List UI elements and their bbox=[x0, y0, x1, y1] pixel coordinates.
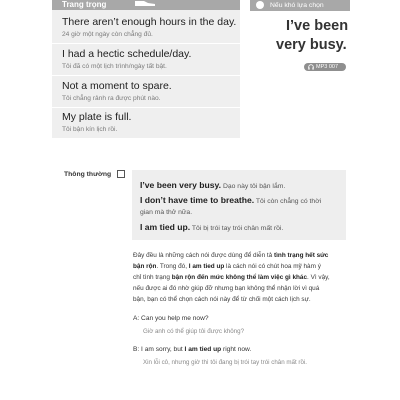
phrase-vi: Tôi bận kín lịch rồi. bbox=[62, 126, 118, 133]
dialog-b-en bbox=[133, 346, 251, 353]
casual-vi: Tôi còn chẳng có thời bbox=[255, 198, 322, 205]
casual-label: Thông thường bbox=[64, 171, 112, 178]
casual-vi: Dạo này tôi bận lắm. bbox=[222, 183, 286, 190]
dialog-b-vi: Xin lỗi cô, nhưng giờ thì tôi đang bị trói tay trói chân mất rồi. bbox=[143, 359, 308, 366]
text: B: I am sorry, but bbox=[133, 346, 185, 353]
phrase-vi: Tôi đã có một lịch trình/ngày tất bật. bbox=[62, 63, 167, 70]
phrase-divider bbox=[52, 43, 240, 44]
phrase-divider bbox=[52, 107, 240, 108]
casual-line bbox=[140, 180, 285, 190]
phrase-en: Not a moment to spare. bbox=[62, 80, 172, 92]
formal-phrase bbox=[52, 16, 240, 44]
shoe-icon bbox=[134, 0, 156, 7]
text: right now. bbox=[221, 346, 252, 353]
phrase-vi: 24 giờ một ngày còn chẳng đủ. bbox=[62, 31, 153, 38]
dialog-a-vi: Giờ anh có thể giúp tôi được không? bbox=[143, 328, 245, 335]
answer-line-2: very busy. bbox=[276, 37, 347, 53]
explanation-line: bận, bạn có thể chọn cách nói này để từ chối một cách lịch sự. bbox=[133, 296, 311, 303]
text: chỉ tình trạng bbox=[133, 274, 172, 281]
formal-phrase bbox=[52, 80, 240, 108]
highlight: I am tied up bbox=[184, 346, 222, 353]
formal-phrase bbox=[52, 111, 240, 139]
hard-choice-label: Nếu khó lựa chọn bbox=[270, 2, 324, 9]
casual-en: I’ve been very busy. bbox=[140, 180, 222, 190]
phrase-vi: Tôi chẳng rảnh ra được phút nào. bbox=[62, 95, 161, 102]
headphones-icon bbox=[308, 64, 314, 70]
dialog-a-en: A: Can you help me now? bbox=[133, 315, 209, 322]
casual-checkbox[interactable] bbox=[117, 170, 125, 178]
casual-en: I don’t have time to breathe. bbox=[140, 195, 255, 205]
casual-vi: gian mà thở nữa. bbox=[140, 209, 193, 216]
phrase-en: There aren’t enough hours in the day. bbox=[62, 16, 237, 28]
highlight: bận rộn đến mức không thể làm việc gì khác bbox=[171, 274, 308, 281]
circle-icon bbox=[256, 1, 264, 9]
casual-line bbox=[140, 195, 321, 205]
explanation-line bbox=[133, 252, 328, 259]
casual-en: I am tied up. bbox=[140, 222, 191, 232]
highlight: I am tied up bbox=[188, 263, 225, 270]
phrase-en: My plate is full. bbox=[62, 111, 132, 123]
text: Đây đều là những cách nói được dùng để diễn tả bbox=[133, 252, 275, 259]
highlight: bận rộn bbox=[133, 263, 157, 270]
mp3-label: MP3 007 bbox=[316, 64, 339, 70]
phrase-divider bbox=[52, 75, 240, 76]
casual-vi: Tôi bị trói tay trói chân mất rồi. bbox=[191, 225, 284, 232]
text: . Vì vậy, bbox=[307, 274, 330, 281]
formal-title: Trang trọng bbox=[62, 0, 107, 9]
highlight: tình trạng hết sức bbox=[274, 252, 329, 259]
text: là cách nói có chút hoa mỹ hàm ý bbox=[224, 263, 321, 270]
answer-line-1: I’ve been bbox=[286, 18, 349, 34]
casual-line bbox=[140, 209, 192, 216]
casual-line bbox=[140, 222, 283, 232]
explanation-line bbox=[133, 274, 330, 281]
formal-phrase bbox=[52, 48, 240, 76]
text: . Trong đó, bbox=[156, 263, 189, 270]
explanation-line bbox=[133, 263, 321, 270]
phrase-en: I had a hectic schedule/day. bbox=[62, 48, 192, 60]
explanation-line: nếu được ai đó nhờ giúp đỡ nhưng bạn không thể nhận lời vì quá bbox=[133, 285, 320, 292]
